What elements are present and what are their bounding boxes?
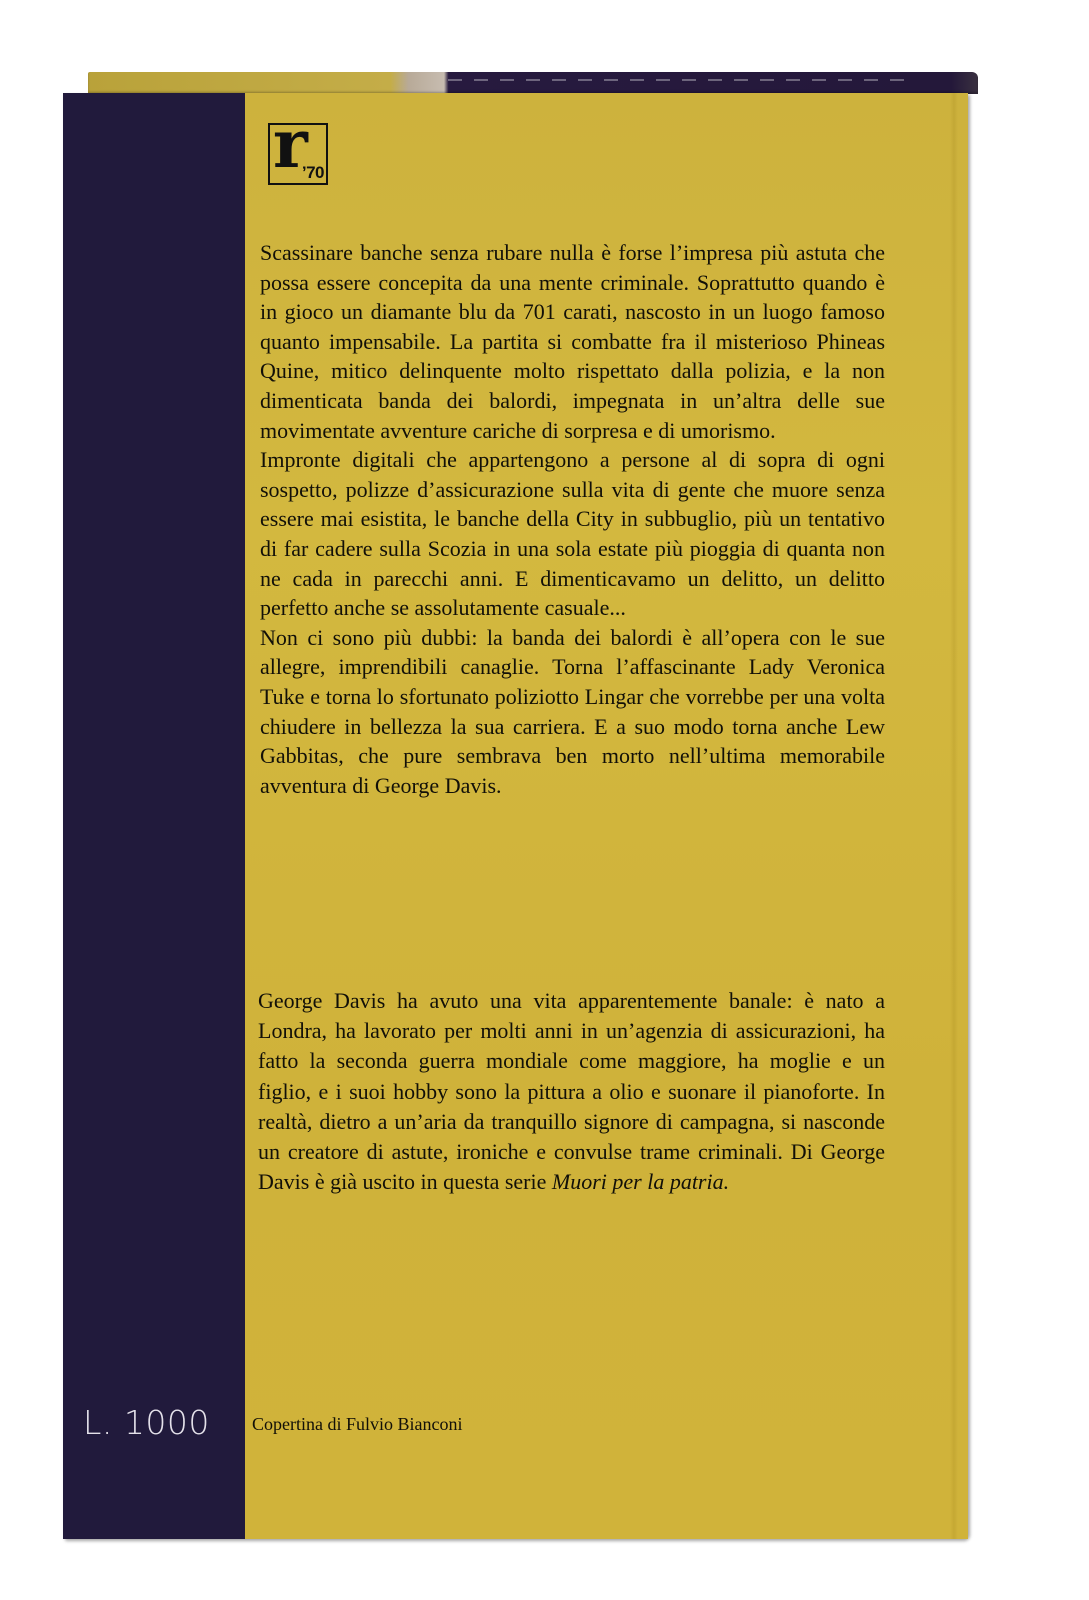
cover-credit: Copertina di Fulvio Bianconi: [252, 1414, 463, 1434]
author-bio-text: George Davis ha avuto una vita apparentemente banale: è nato a Londra, ha lavorato per molti anni in un’agenzia di assicurazioni, ha fatto la seconda guerra mondiale come maggiore, ha moglie e un figlio, e i suoi hobby sono la pittura a olio e suonare il pianoforte. In realtà, dietro a un’aria da tranquillo signore di campagna, si nasconde un creatore di astute, ironiche e convulse trame criminali. Di George Davis è già uscito in questa serie: [258, 988, 885, 1195]
previous-title: Muori per la patria.: [551, 1169, 730, 1195]
blurb-paragraph-3: Non ci sono più dubbi: la banda dei balordi è all’opera con le sue allegre, imprendibili canaglie. Torna l’affascinante Lady Veronica Tuke e torna lo sfortunato poliziotto Lingar che vorrebbe per una volta chiudere in bellezza la sua carriera. E a suo modo torna anche Lew Gabbitas, che pure sembrava ben morto nell’ultima memorabile avventura di George Davis.: [260, 624, 885, 798]
blurb-paragraph-2: Impronte digitali che appartengono a persone al di sopra di ogni sospetto, polizze d’assicurazione sulla vita di gente che muore senza essere mai esistita, le banche della City in subbuglio, più un tentativo di far cadere sulla Scozia in una sola estate più pioggia di quanta non ne cada in parecchi anni. E dimenticavamo un delitto, un delitto perfetto anche se assolutamente casuale...: [260, 447, 885, 621]
logo-number: ’70: [301, 163, 324, 182]
logo-letter: r: [273, 105, 308, 183]
top-edge-gloss: [448, 79, 908, 81]
price-label: L. 1000: [83, 1403, 210, 1442]
book-back-cover: [63, 93, 968, 1539]
author-bio-paragraph: [258, 986, 885, 1197]
navy-spine-band: [63, 93, 245, 1539]
book-blurb: [260, 238, 885, 800]
book-top-edge: [88, 72, 978, 94]
publisher-logo: [268, 105, 328, 185]
blurb-paragraph-1: Scassinare banche senza rubare nulla è forse l’impresa più astuta che possa essere concepita da una mente criminale. Soprattutto quando è in gioco un diamante blu da 701 carati, nascosto in un luogo famoso quanto impensabile. La partita si combatte fra il misterioso Phineas Quine, mitico delinquente molto rispettato dalla polizia, e la non dimenticata banda dei balordi, impegnata in un’altra delle sue movimentate avventure cariche di sorpresa e di umorismo.: [260, 240, 885, 443]
author-bio: [258, 986, 885, 1197]
